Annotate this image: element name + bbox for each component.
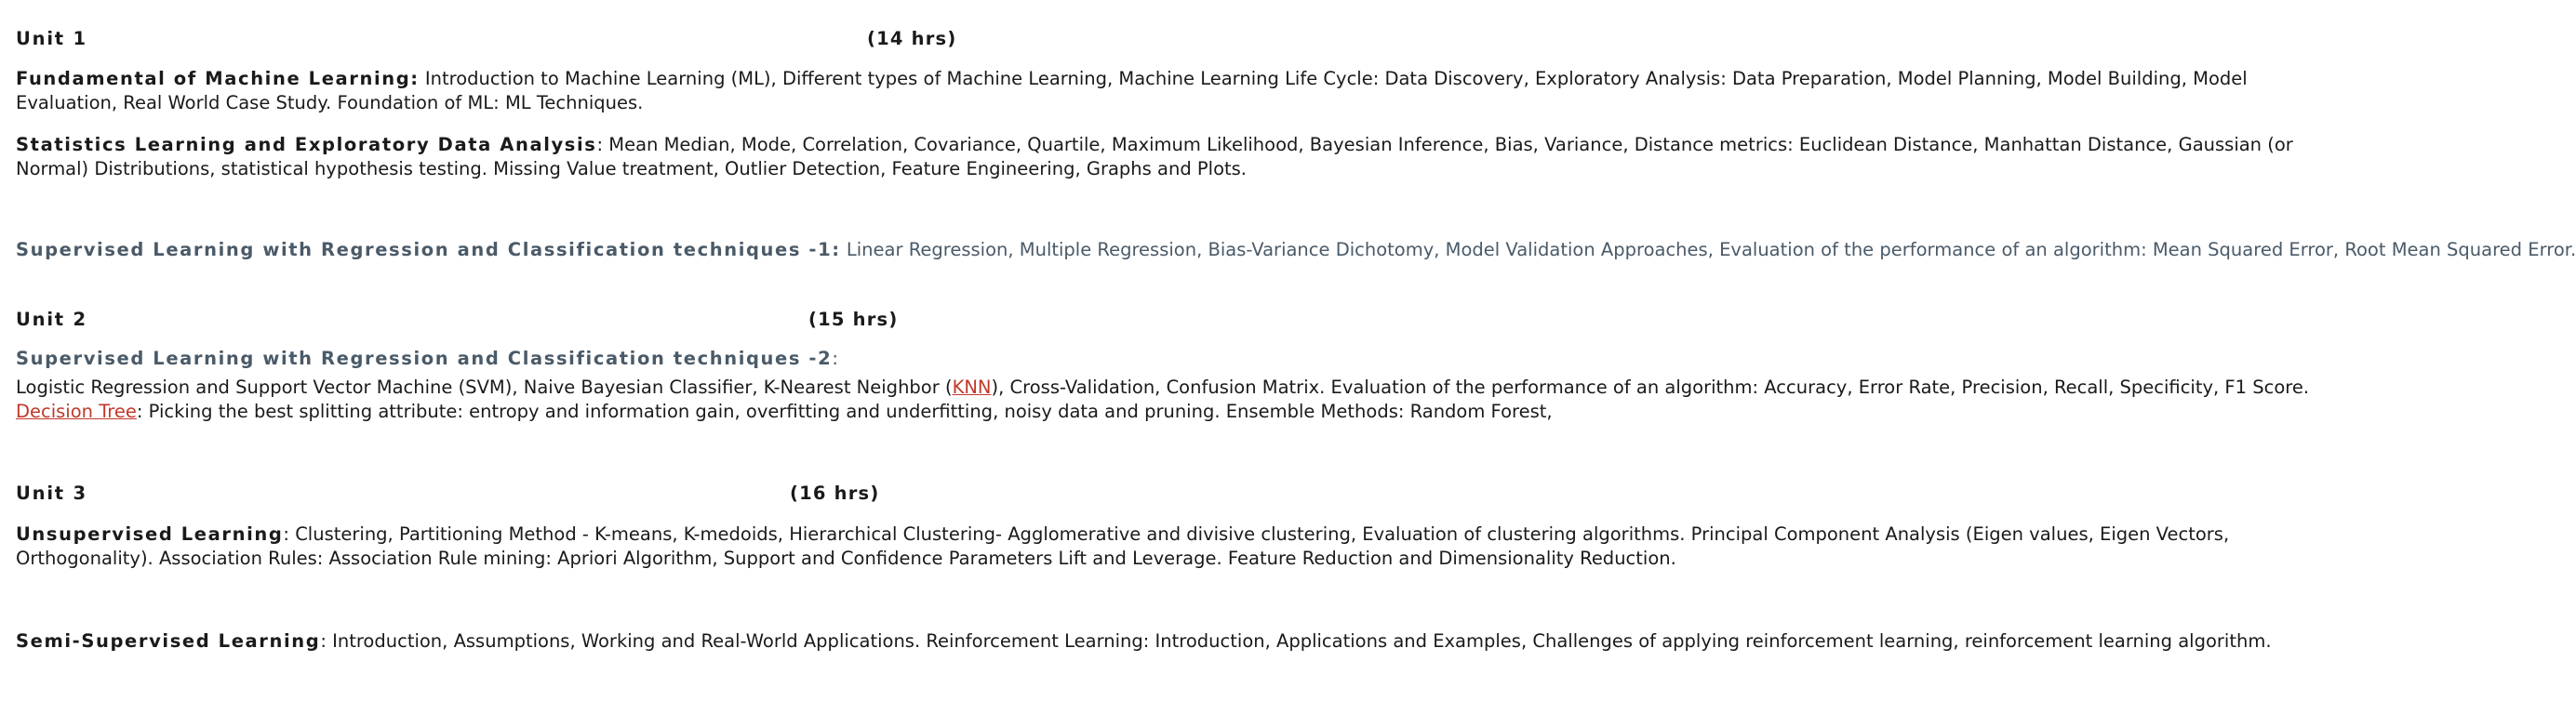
unit-2-title: Unit 2 <box>16 309 87 330</box>
supervised-2-heading: Supervised Learning with Regression and Classification techniques -2 <box>16 348 833 369</box>
knn-link[interactable]: KNN <box>952 377 992 398</box>
unsupervised-paragraph <box>16 522 2314 571</box>
semi-supervised-paragraph <box>16 629 2272 654</box>
unsupervised-body: : Clustering, Partitioning Method - K-means, K-medoids, Hierarchical Clustering- Agglomerative and divisive clustering, Evaluation of clustering algorithms. Principal Component Analysis (Eigen values, Eigen Vectors, Orthogonality). Association Rules: Association Rule mining: Apriori Algorithm, Support and Confidence Parameters Lift and Leverage. Feature Reduction and Dimensionality Reduction. <box>16 523 2230 569</box>
supervised-2-body-c: : Picking the best splitting attribute: entropy and information gain, overfitting and underfitting, noisy data and pruning. Ensemble Methods: Random Forest, <box>136 401 1553 422</box>
supervised-2-heading-line <box>16 347 838 371</box>
statistics-body: : Mean Median, Mode, Correlation, Covariance, Quartile, Maximum Likelihood, Bayesian Inference, Bias, Variance, Distance metrics: Euclidean Distance, Manhattan Distance, Gaussian (or Normal) Distributions, statistical hypothesis testing. Missing Value treatment, Outlier Detection, Feature Engineering, Graphs and Plots. <box>16 134 2293 179</box>
unit-2-hours: (15 hrs) <box>808 309 899 330</box>
fundamental-ml-paragraph <box>16 67 2314 115</box>
supervised-2-colon: : <box>832 348 838 369</box>
supervised-1-heading: Supervised Learning with Regression and Classification techniques -1: <box>16 239 841 260</box>
supervised-2-body-b: ), Cross-Validation, Confusion Matrix. Evaluation of the performance of an algorithm: Accuracy, Error Rate, Precision, Recall, Specificity, F1 Score. <box>991 377 2310 398</box>
supervised-2-body <box>16 376 2314 424</box>
supervised-1-paragraph <box>16 238 2576 262</box>
unsupervised-heading: Unsupervised Learning <box>16 523 284 545</box>
supervised-1-body: Linear Regression, Multiple Regression, Bias-Variance Dichotomy, Model Validation Approaches, Evaluation of the performance of an algorithm: Mean Squared Error, Root Mean Squared Error. <box>840 239 2576 260</box>
statistics-heading: Statistics Learning and Exploratory Data Analysis <box>16 134 597 155</box>
semi-supervised-heading: Semi-Supervised Learning <box>16 630 321 652</box>
unit-3-hours: (16 hrs) <box>790 483 880 504</box>
supervised-2-body-a: Logistic Regression and Support Vector Machine (SVM), Naive Bayesian Classifier, K-Nearest Neighbor ( <box>16 377 953 398</box>
decision-tree-link[interactable]: Decision Tree <box>16 401 137 422</box>
unit-1-title: Unit 1 <box>16 28 87 49</box>
unit-1-hours: (14 hrs) <box>867 28 957 49</box>
unit-3-title: Unit 3 <box>16 483 87 504</box>
statistics-paragraph <box>16 133 2314 181</box>
fundamental-ml-heading: Fundamental of Machine Learning: <box>16 68 420 89</box>
semi-supervised-body: : Introduction, Assumptions, Working and Real-World Applications. Reinforcement Learning: Introduction, Applications and Examples, Challenges of applying reinforcement learning, reinforcement learning algorithm. <box>320 630 2272 652</box>
fundamental-ml-body: Introduction to Machine Learning (ML), Different types of Machine Learning, Machine Learning Life Cycle: Data Discovery, Exploratory Analysis: Data Preparation, Model Planning, Model Building, Model Evaluation, Real World Case Study. Foundation of ML: ML Techniques. <box>16 68 2248 113</box>
